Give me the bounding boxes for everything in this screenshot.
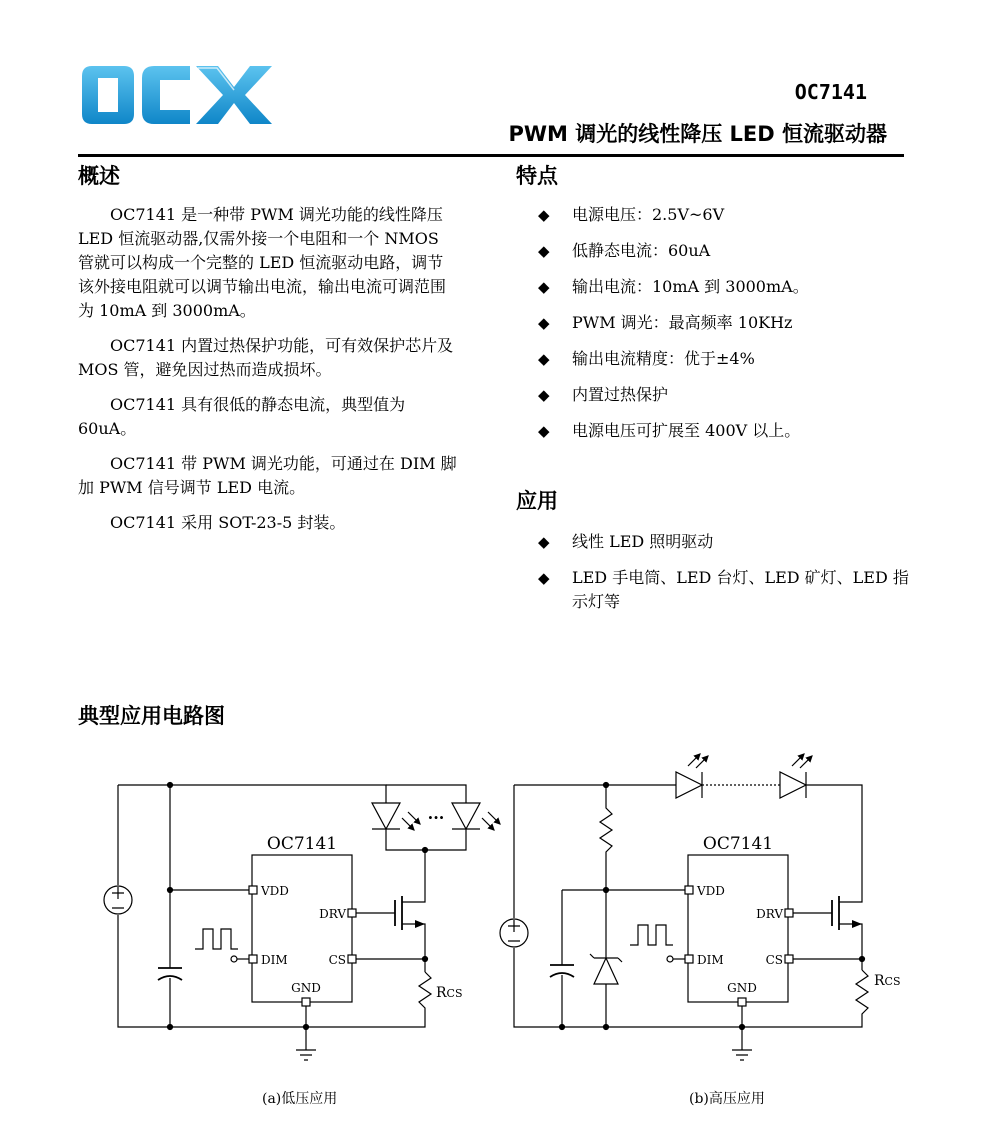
applications-heading: 应用 [516, 489, 558, 513]
pin-label-dim: DIM [261, 953, 288, 967]
feature-item: ◆ 内置过热保护 [538, 383, 918, 407]
overview-paragraph: OC7141 具有很低的静态电流，典型值为 60uA。 [78, 395, 406, 438]
chip-label: OC7141 [702, 834, 774, 854]
part-number: OC7141 [794, 80, 867, 104]
pin-label-dim: DIM [697, 953, 724, 967]
bullet-icon: ◆ [538, 386, 550, 404]
features-heading: 特点 [516, 164, 558, 188]
applications-list [538, 530, 918, 626]
chip-label: OC7141 [266, 834, 338, 854]
led-icon [372, 803, 400, 829]
feature-item: ◆ 电源电压：2.5V~6V [538, 203, 918, 227]
bullet-icon: ◆ [538, 422, 550, 440]
bullet-icon: ◆ [538, 350, 550, 368]
feature-item: ◆ 输出电流：10mA 到 3000mA。 [538, 275, 918, 299]
page-subtitle: PWM 调光的线性降压 LED 恒流驱动器 [508, 122, 887, 146]
ground-icon [732, 1050, 752, 1060]
bullet-icon: ◆ [538, 533, 550, 551]
pin-label-gnd: GND [727, 981, 757, 995]
overview-paragraph: OC7141 内置过热保护功能，可有效保护芯片及 MOS 管，避免因过热而造成损坏。 [78, 336, 454, 379]
pin-label-cs: CS [765, 953, 783, 967]
header-divider [78, 154, 904, 157]
feature-item: ◆ 低静态电流：60uA [538, 239, 918, 263]
ocx-logo [78, 62, 274, 128]
caption-low-voltage: (a)低压应用 [262, 1091, 338, 1107]
led-icon [780, 772, 806, 798]
ic-chip [688, 855, 788, 1002]
overview-section [78, 203, 458, 546]
ground-icon [296, 1050, 316, 1060]
pin-label-vdd: VDD [261, 884, 289, 898]
overview-paragraph: OC7141 带 PWM 调光功能，可通过在 DIM 脚加 PWM 信号调节 LED 电流。 [78, 454, 457, 497]
application-circuits [0, 740, 991, 1080]
pin-label-drv: DRV [319, 907, 346, 921]
bullet-icon: ◆ [538, 314, 550, 332]
led-icon [452, 803, 480, 829]
pin-label-drv: DRV [756, 907, 783, 921]
resistor-icon [600, 785, 612, 890]
resistor-icon [419, 972, 431, 1012]
zener-diode-icon [594, 958, 618, 984]
bullet-icon: ◆ [538, 569, 550, 587]
led-chain-dots: ··· [427, 808, 445, 827]
bullet-icon: ◆ [538, 278, 550, 296]
ic-chip [252, 855, 352, 1002]
application-item: ◆ 线性 LED 照明驱动 [538, 530, 918, 554]
overview-paragraph: OC7141 是一种带 PWM 调光功能的线性降压 LED 恒流驱动器,仅需外接一个电阻和一个 NMOS 管就可以构成一个完整的 LED 恒流驱动电路，调节该外接电阻就可以调节输出电流，输出电流可调范围为 10mA 到 3000mA。 [78, 205, 447, 320]
bullet-icon: ◆ [538, 206, 550, 224]
overview-paragraph: OC7141 采用 SOT-23-5 封装。 [110, 513, 346, 532]
circuit-high-voltage [500, 754, 868, 1060]
circuit-heading: 典型应用电路图 [78, 704, 225, 728]
led-icon [676, 772, 702, 798]
pin-label-cs: CS [328, 953, 346, 967]
bullet-icon: ◆ [538, 242, 550, 260]
resistor-label: RCS [874, 973, 901, 989]
application-item: ◆ LED 手电筒、LED 台灯、LED 矿灯、LED 指示灯等 [538, 568, 909, 611]
resistor-label: RCS [436, 985, 463, 1001]
pin-label-gnd: GND [291, 981, 321, 995]
resistor-icon [856, 970, 868, 1020]
pin-label-vdd: VDD [697, 884, 725, 898]
feature-item: ◆ 电源电压可扩展至 400V 以上。 [538, 419, 918, 443]
feature-item: ◆ 输出电流精度：优于±4% [538, 347, 918, 371]
caption-high-voltage: (b)高压应用 [689, 1091, 765, 1107]
feature-item: ◆ PWM 调光：最高频率 10KHz [538, 311, 918, 335]
features-list [538, 203, 918, 455]
overview-heading: 概述 [78, 164, 120, 188]
